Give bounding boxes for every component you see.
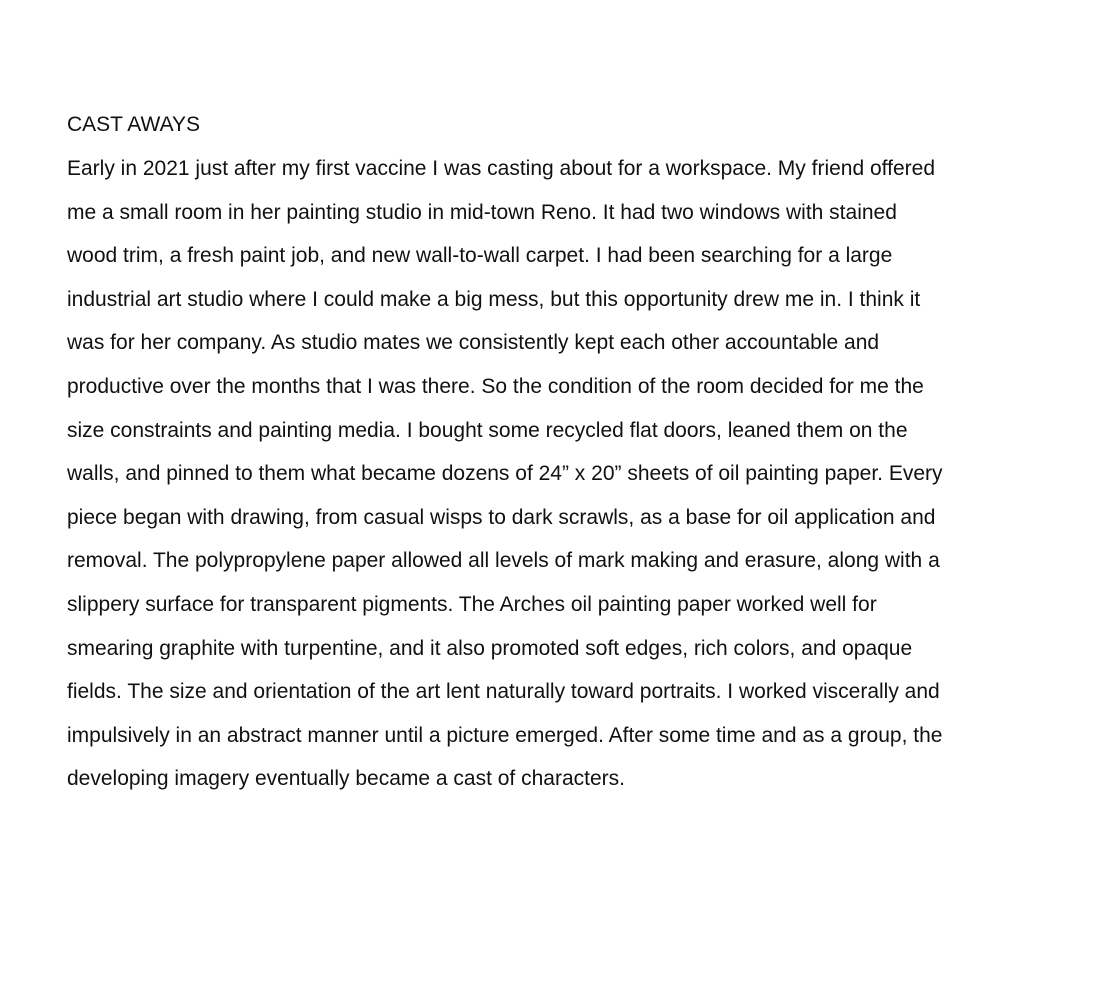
body-line: walls, and pinned to them what became dozens of 24” x 20” sheets of oil painting paper. Every: [67, 462, 943, 486]
body-line: impulsively in an abstract manner until a picture emerged. After some time and as a group, the: [67, 723, 943, 747]
body-line: removal. The polypropylene paper allowed all levels of mark making and erasure, along with a: [67, 549, 940, 573]
body-line: smearing graphite with turpentine, and it also promoted soft edges, rich colors, and opaque: [67, 636, 913, 660]
body-line: wood trim, a fresh paint job, and new wall-to-wall carpet. I had been searching for a large: [67, 244, 893, 268]
body-line: Early in 2021 just after my first vaccine I was casting about for a workspace. My friend offered: [67, 157, 936, 180]
body-line: size constraints and painting media. I bought some recycled flat doors, leaned them on the: [67, 418, 908, 442]
body-line: productive over the months that I was there. So the condition of the room decided for me the: [67, 374, 924, 398]
body-line: developing imagery eventually became a cast of characters.: [67, 767, 625, 791]
body-line: me a small room in her painting studio in mid-town Reno. It had two windows with stained: [67, 200, 897, 224]
body-line: was for her company. As studio mates we consistently kept each other accountable and: [67, 331, 880, 355]
body-line: fields. The size and orientation of the art lent naturally toward portraits. I worked viscerally and: [67, 680, 940, 704]
document-body: [67, 147, 1067, 801]
document-title: CAST AWAYS: [67, 113, 201, 136]
document: [67, 103, 1067, 801]
body-line: piece began with drawing, from casual wisps to dark scrawls, as a base for oil application and: [67, 505, 936, 529]
body-line: industrial art studio where I could make a big mess, but this opportunity drew me in. I think it: [67, 287, 921, 311]
body-line: slippery surface for transparent pigments. The Arches oil painting paper worked well for: [67, 592, 877, 616]
